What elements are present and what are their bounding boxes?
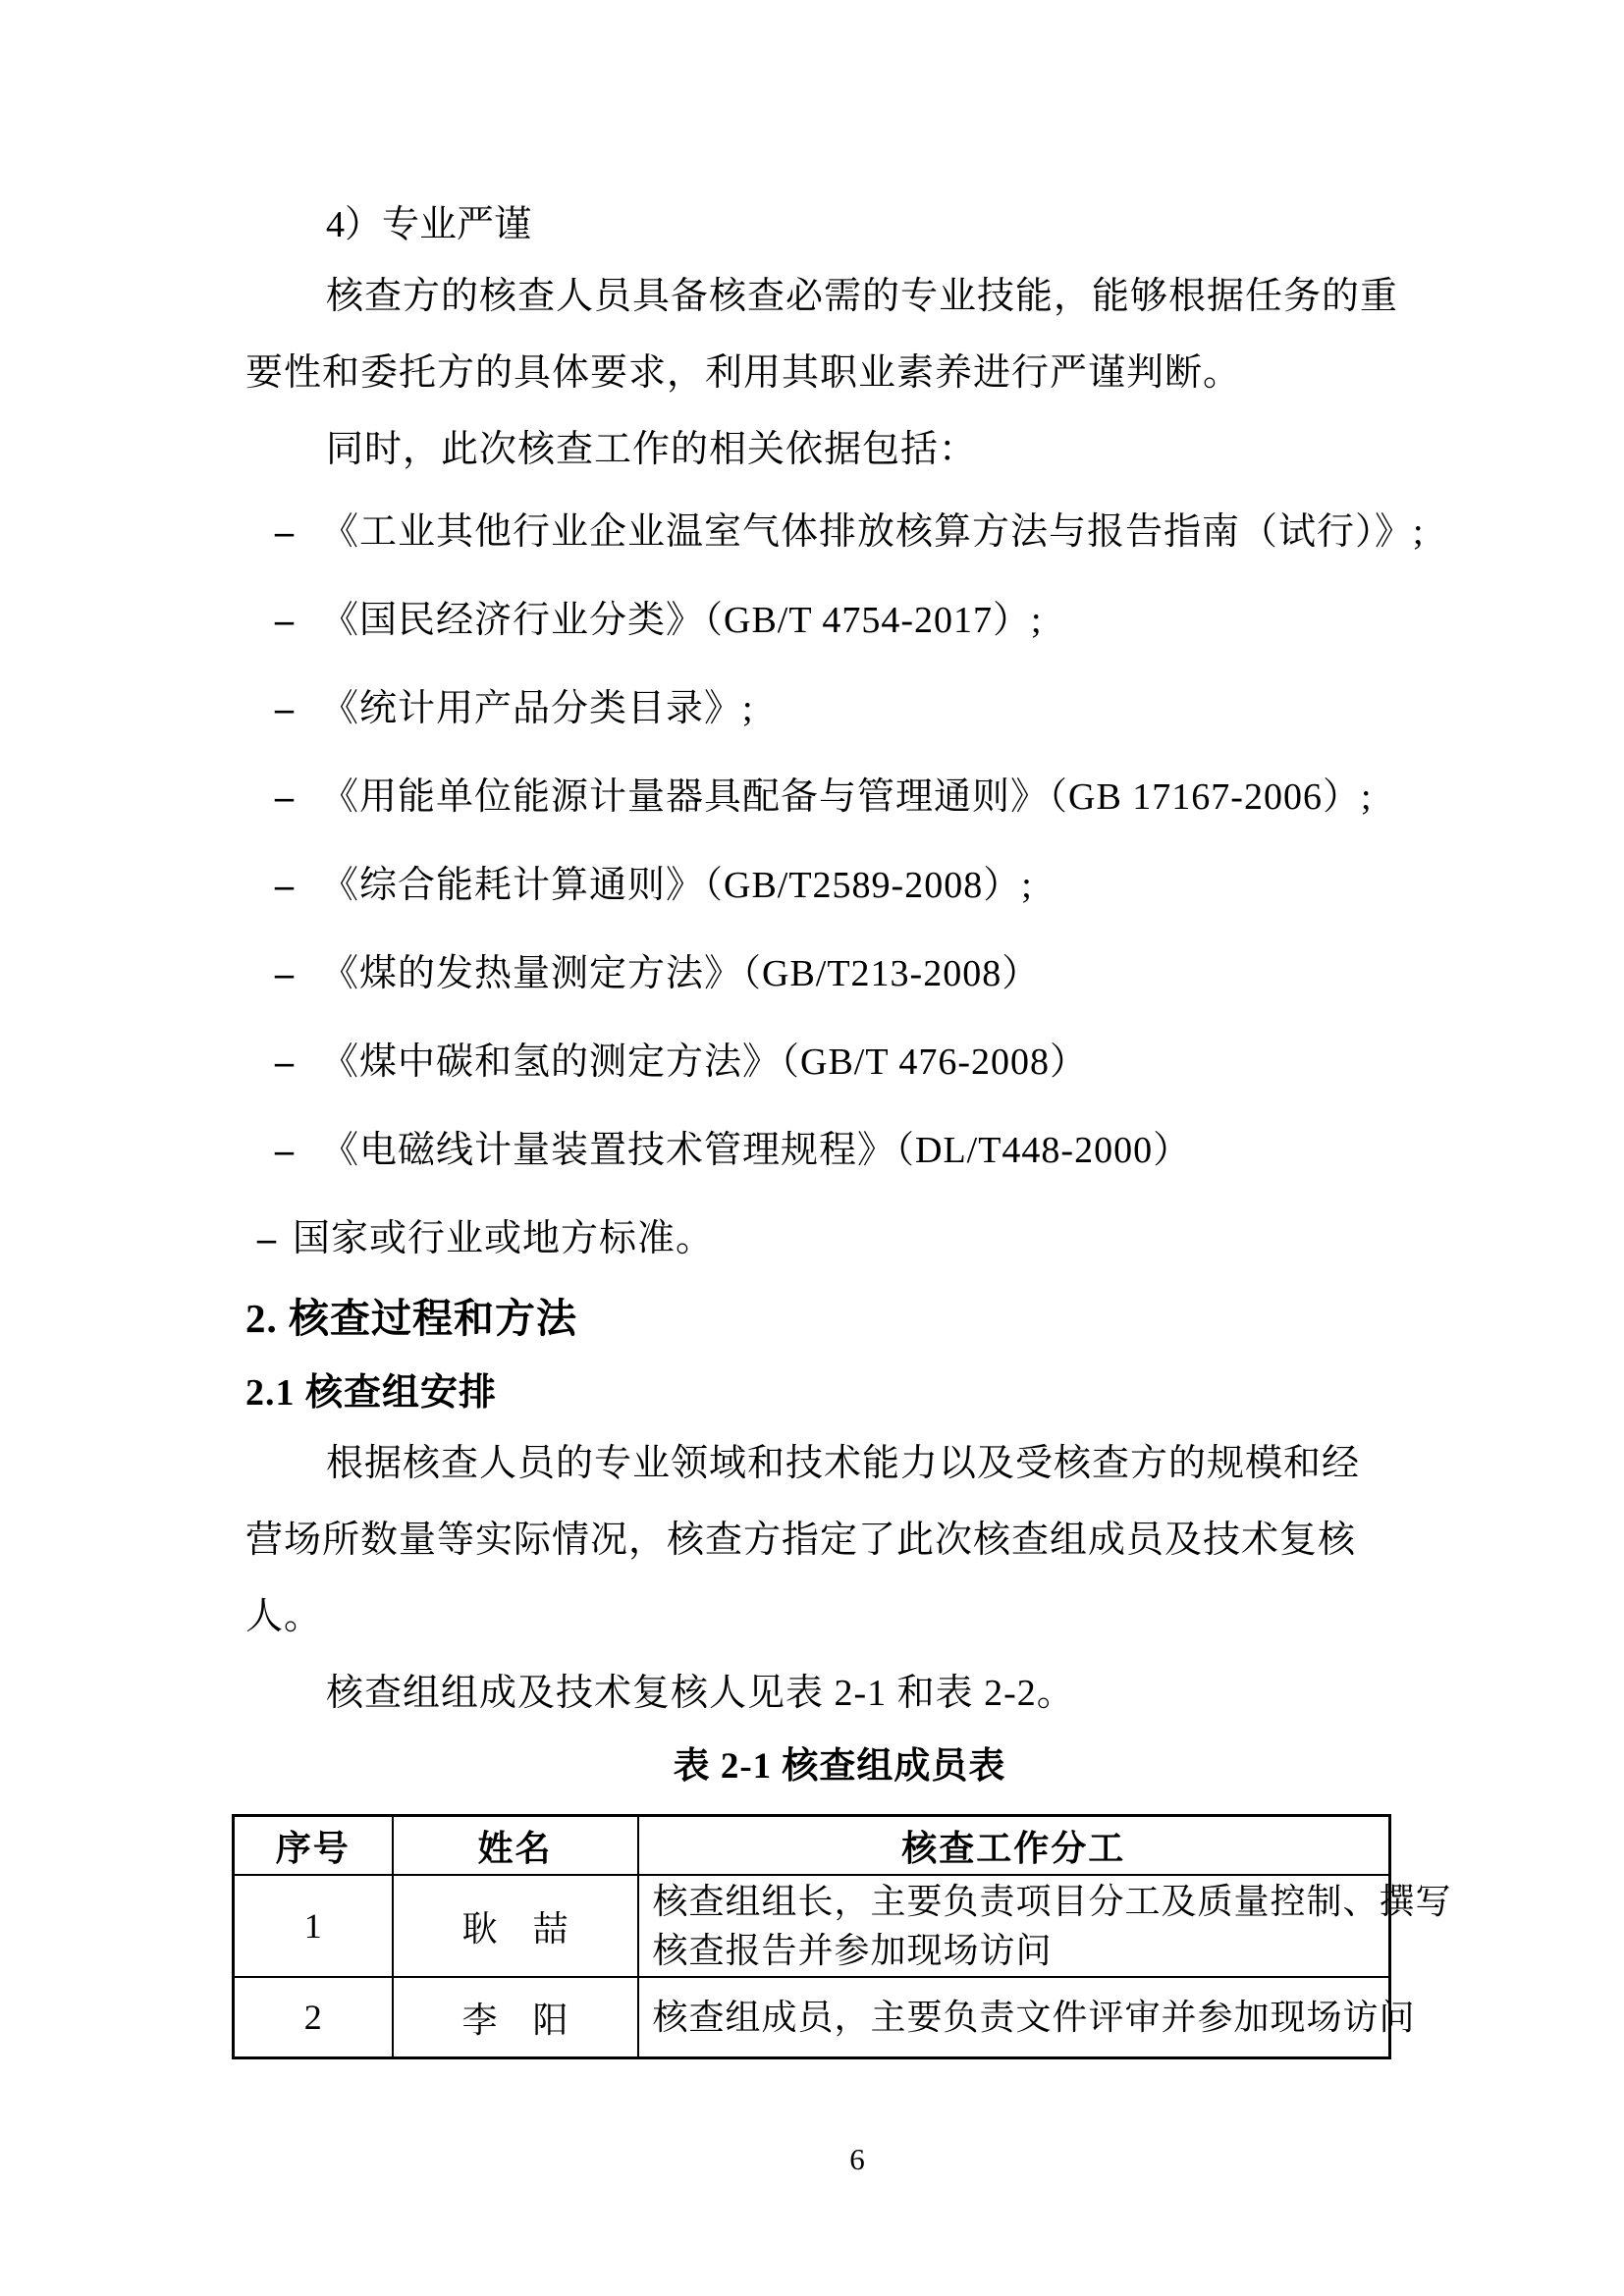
table-row: [234, 1977, 1390, 2058]
dash-marker: –: [275, 688, 295, 729]
cell-name: 李 阳: [393, 1977, 638, 2058]
reference-item: [275, 686, 1434, 731]
reference-text: 《用能单位能源计量器具配备与管理通则》（GB 17167-2006）;: [321, 776, 1373, 818]
table-row: [234, 1875, 1390, 1977]
reference-text: 国家或行业或地方标准。: [293, 1218, 715, 1259]
col-header-duty: 核查工作分工: [638, 1816, 1390, 1876]
dash-marker: –: [275, 953, 295, 994]
paragraph-line: 根据核查人员的专业领域和技术能力以及受核查方的规模和经: [326, 1443, 1361, 1484]
basis-paragraph: [245, 411, 1434, 488]
duty-line: 核查组成员，主要负责文件评审并参加现场访问: [652, 1998, 1416, 2037]
reference-text: 《统计用产品分类目录》;: [321, 688, 754, 729]
reference-item: [275, 863, 1434, 908]
members-table: [232, 1814, 1452, 2059]
reference-text: 《国民经济行业分类》（GB/T 4754-2017）;: [321, 600, 1043, 641]
table-caption: 表 2-1 核查组成员表: [673, 1746, 1006, 1787]
reference-text: 《电磁线计量装置技术管理规程》（DL/T448-2000）: [321, 1130, 1192, 1171]
intro-paragraph: [245, 258, 1434, 411]
page-number: 6: [849, 2142, 865, 2176]
reference-item: [275, 774, 1434, 820]
references-list: [245, 509, 1434, 1261]
paragraph-line: 人。: [245, 1596, 323, 1637]
section-heading-2: 2. 核查过程和方法: [245, 1296, 577, 1341]
paragraph-line: 核查方的核查人员具备核查必需的专业技能，能够根据任务的重: [326, 276, 1399, 317]
dash-marker: –: [275, 776, 295, 818]
cell-duty: [638, 1875, 1452, 1977]
paragraph-line: 营场所数量等实际情况，核查方指定了此次核查组成员及技术复核: [245, 1520, 1357, 1561]
process-paragraph: [245, 1425, 1434, 1655]
reference-text: 《煤的发热量测定方法》（GB/T213-2008）: [321, 953, 1041, 994]
paragraph-line: 核查组组成及技术复核人见表 2-1 和表 2-2。: [326, 1673, 1075, 1714]
table-reference-paragraph: [245, 1655, 1434, 1732]
paragraph-line: 要性和委托方的具体要求，利用其职业素养进行严谨判断。: [245, 352, 1242, 394]
reference-item: [257, 1216, 1434, 1261]
table-header-row: [234, 1816, 1390, 1876]
dash-marker: –: [275, 511, 295, 553]
duty-line: 核查报告并参加现场访问: [652, 1931, 1053, 1970]
reference-text: 《工业其他行业企业温室气体排放核算方法与报告指南（试行）》;: [321, 511, 1425, 553]
dash-marker: –: [275, 865, 295, 906]
reference-item: [275, 1040, 1434, 1085]
dash-marker: –: [275, 600, 295, 641]
col-header-name: 姓名: [393, 1816, 638, 1876]
duty-line: 核查组组长，主要负责项目分工及质量控制、撰写: [652, 1882, 1452, 1921]
reference-item: [275, 598, 1434, 643]
subsection-heading-4: 4）专业严谨: [326, 204, 532, 245]
subsection-heading-2-1: 2.1 核查组安排: [245, 1372, 498, 1414]
reference-item: [275, 509, 1434, 555]
paragraph-line: 同时，此次核查工作的相关依据包括：: [326, 429, 978, 470]
reference-text: 《煤中碳和氢的测定方法》（GB/T 476-2008）: [321, 1041, 1089, 1083]
reference-item: [275, 1128, 1434, 1173]
cell-duty: [638, 1977, 1416, 2058]
dash-marker: –: [275, 1041, 295, 1083]
cell-name: 耿 喆: [393, 1875, 638, 1977]
reference-text: 《综合能耗计算通则》（GB/T2589-2008）;: [321, 865, 1033, 906]
dash-marker: –: [275, 1130, 295, 1171]
dash-marker: –: [257, 1218, 277, 1259]
cell-no: 2: [234, 1977, 393, 2058]
reference-item: [275, 951, 1434, 996]
col-header-no: 序号: [234, 1816, 393, 1876]
cell-no: 1: [234, 1875, 393, 1977]
